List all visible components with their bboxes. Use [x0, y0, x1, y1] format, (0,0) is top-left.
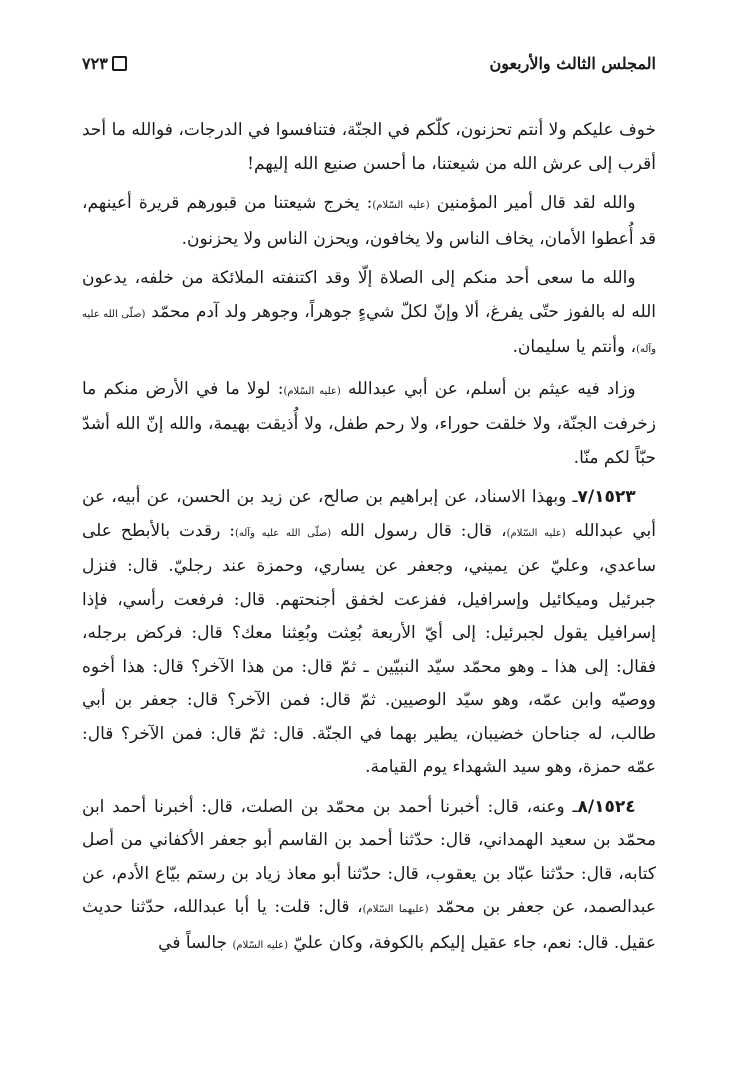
honorific: (صلّى الله عليه وآله)	[234, 527, 332, 539]
honorific: (صلّى الله عليه وآله)	[82, 308, 656, 355]
hadith-number: ٨/١٥٢٤	[577, 796, 636, 817]
page-number: ٧٢٣	[82, 53, 108, 73]
body-text	[82, 114, 656, 962]
page-number-box	[82, 54, 127, 73]
chapter-title: المجلس الثالث والأربعون	[489, 53, 656, 73]
honorific: (عليه السّلام)	[506, 527, 566, 539]
paragraph: وزاد فيه عيثم بن أسلم، عن أبي عبدالله (عليه السّلام): لولا ما في الأرض منكم ما زخرفت الجنّة، ولا خلقت حوراء، ولا رحم طفل، ولا أُذيقت بهيمة، والله إنّ الله أشدّ حبّاً لكم منّا.	[82, 378, 656, 468]
honorific: (عليه السّلام)	[283, 385, 341, 397]
hadith-paragraph: ٧/١٥٢٣ـ وبهذا الاسناد، عن إبراهيم بن صالح، عن زيد بن الحسن، عن أبيه، عن أبي عبدالله (عليه السّلام)، قال: قال رسول الله (صلّى الله عليه وآله): رقدت بالأبطح على ساعدي، وعليّ عن يميني، وجعفر عن يساري، وحمزة عند رجليّ. قال: فنزل جبرئيل وميكائيل وإسرافيل، ففزعت لخفق أجنحتهم. قال: فرفعت رأسي، فإذا إسرافيل يقول لجبرئيل: إلى أيّ الأربعة بُعِثت وبُعِثنا معك؟ قال: فركض برجله، فقال: إلى هذا ـ وهو محمّد سيّد النبيّين ـ ثمّ قال: من هذا الآخر؟ قال: هذا أخوه ووصيّه وابن عمّه، وهو سيّد الوصيين. ثمّ قال: فمن الآخر؟ قال: جعفر بن أبي طالب، له جناحان خضيبان، يطير بهما في الجنّة. قال: ثمّ قال: فمن الآخر؟ قال: عمّه حمزة، وهو سيد الشهداء يوم القيامة.	[82, 487, 657, 777]
paragraph: والله لقد قال أمير المؤمنين (عليه السّلام): يخرج شيعتنا من قبورهم قريرة أعينهم، قد أُعطوا الأمان، يخاف الناس ولا يخافون، ويحزن الناس ولا يحزنون.	[82, 193, 656, 249]
honorific: (عليه السّلام)	[372, 200, 430, 211]
hadith-paragraph: ٨/١٥٢٤ـ وعنه، قال: أخبرنا أحمد بن محمّد بن الصلت، قال: أخبرنا أحمد ابن محمّد بن سعيد الهمداني، قال: حدّثنا أحمد بن القاسم أبو جعفر الأكفاني من أصل كتابه، قال: حدّثنا عبّاد بن يعقوب، قال: حدّثنا أبو معاذ زياد بن رستم بيّاع الأدم، عن عبدالصمد، عن جعفر بن محمّد (عليهما السّلام)، قال: قلت: يا أبا عبدالله، حدّثنا حديث عقيل. قال: نعم، جاء عقيل إليكم بالكوفة، وكان عليّ (عليه السّلام) جالساً في	[82, 796, 656, 953]
square-ornament-icon	[112, 56, 127, 71]
paragraph: خوف عليكم ولا أنتم تحزنون، كلّكم في الجنّة، فتنافسوا في الدرجات، فوالله ما أحد أقرب إلى عرش الله من شيعتنا، ما أحسن صنيع الله إليهم!	[82, 120, 656, 174]
honorific: (عليه السّلام)	[232, 939, 289, 951]
running-header	[82, 48, 656, 78]
honorific: (عليهما السّلام)	[362, 904, 429, 915]
paragraph: والله ما سعى أحد منكم إلى الصلاة إلّا وقد اكتنفته الملائكة من خلفه، يدعون الله له بالفوز حتّى يفرغ، ألا وإنّ لكلّ شيءٍ جوهراً، وجوهر ولد آدم محمّد (صلّى الله عليه وآله)، وأنتم يا سليمان.	[82, 268, 656, 357]
hadith-number: ٧/١٥٢٣	[577, 487, 636, 507]
